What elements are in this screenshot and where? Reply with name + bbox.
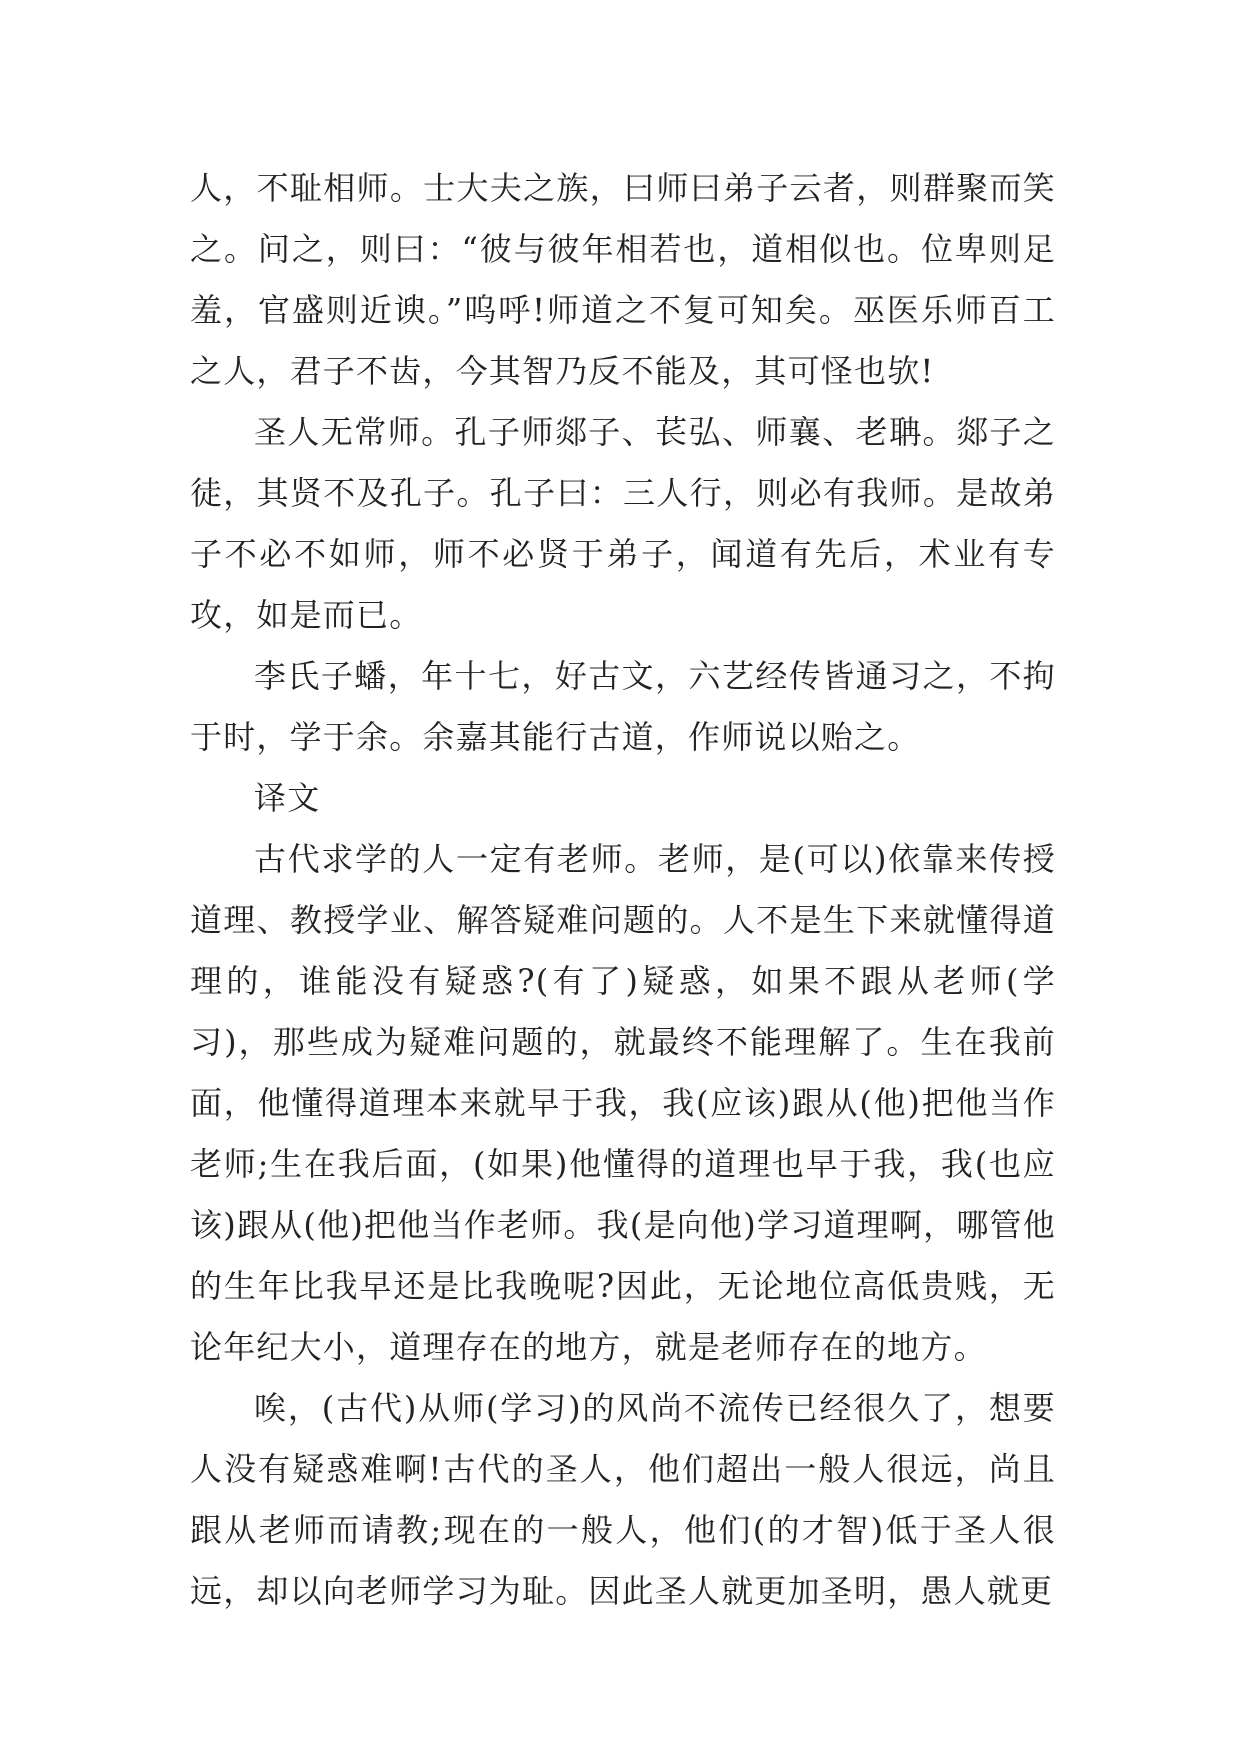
document-body: [190, 158, 1056, 1622]
section-heading-translation: 译文: [254, 779, 321, 817]
paragraph-original-text-2: 圣人无常师。孔子师郯子、苌弘、师襄、老聃。郯子之徒，其贤不及孔子。孔子曰：三人行，则必有我师。是故弟子不必不如师，师不必贤于弟子，闻道有先后，术业有专攻，如是而已。: [190, 413, 1056, 634]
paragraph-translation-2: 唉，(古代)从师(学习)的风尚不流传已经很久了，想要人没有疑惑难啊!古代的圣人，他们超出一般人很远，尚且跟从老师而请教;现在的一般人，他们(的才智)低于圣人很远，却以向老师学习为耻。因此圣人就更加圣明，愚人就更: [190, 1389, 1056, 1610]
paragraph-original-text-1: 人，不耻相师。士大夫之族，曰师曰弟子云者，则群聚而笑之。问之，则曰：“彼与彼年相若也，道相似也。位卑则足羞，官盛则近谀。”呜呼!师道之不复可知矣。巫医乐师百工之人，君子不齿，今其智乃反不能及，其可怪也欤!: [190, 169, 1056, 390]
paragraph-original-text-3: 李氏子蟠，年十七，好古文，六艺经传皆通习之，不拘于时，学于余。余嘉其能行古道，作师说以贻之。: [190, 657, 1056, 756]
paragraph-translation-1: 古代求学的人一定有老师。老师，是(可以)依靠来传授道理、教授学业、解答疑难问题的。人不是生下来就懂得道理的，谁能没有疑惑?(有了)疑惑，如果不跟从老师(学习)，那些成为疑难问题的，就最终不能理解了。生在我前面，他懂得道理本来就早于我，我(应该)跟从(他)把他当作老师;生在我后面，(如果)他懂得的道理也早于我，我(也应该)跟从(他)把他当作老师。我(是向他)学习道理啊，哪管他的生年比我早还是比我晚呢?因此，无论地位高低贵贱，无论年纪大小，道理存在的地方，就是老师存在的地方。: [190, 840, 1056, 1366]
